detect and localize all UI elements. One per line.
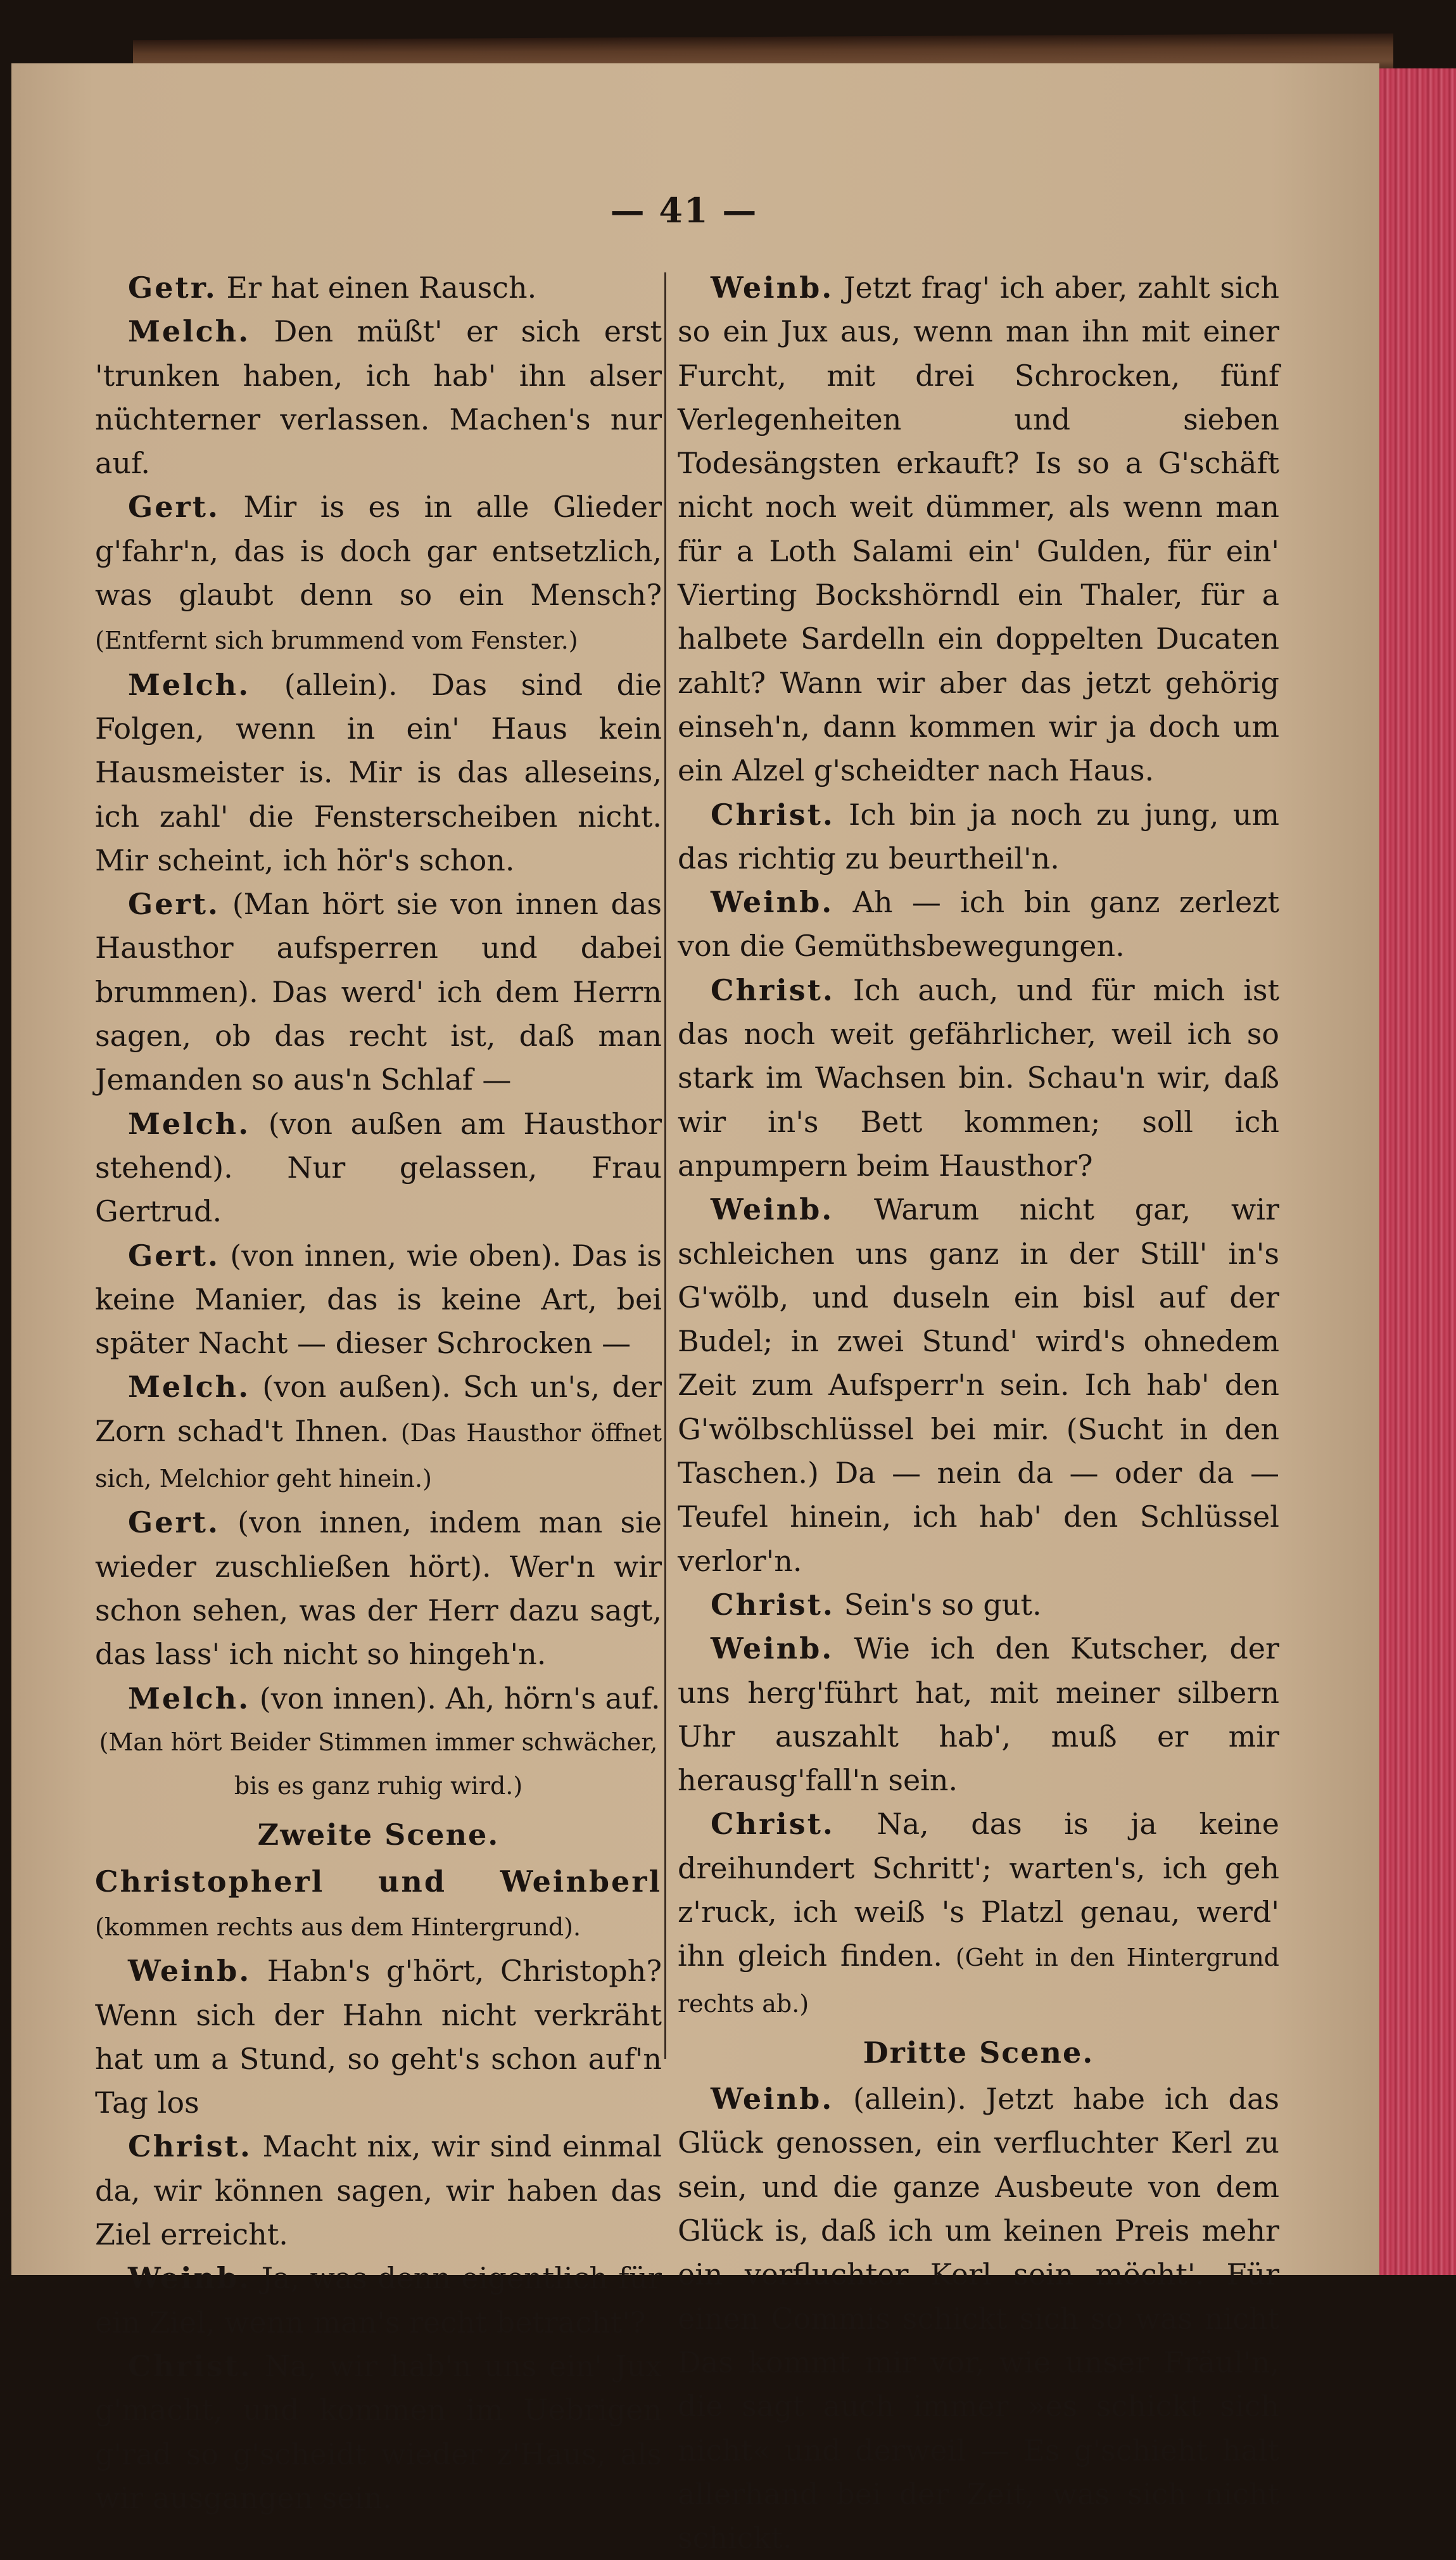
speaker-name: Christ.: [711, 1587, 835, 1622]
dialogue-text: Na, wir hab'n uns ein' Jux g'macht, und kommen im Uebrigen g'rad so g'scheidt wieder z'Haus, als wir ausgangen sein.: [95, 2348, 662, 2515]
dialogue-line: [678, 969, 1279, 1188]
dialogue-line: [678, 266, 1279, 793]
dialogue-text: Sein's so gut.: [844, 1587, 1042, 1622]
dialogue-line: [95, 882, 662, 1102]
dialogue-line: [678, 1627, 1279, 1802]
dialogue-line: [95, 2345, 662, 2520]
speaker-name: Christ.: [128, 2129, 252, 2164]
speaker-name: Christ.: [711, 1807, 835, 1842]
dialogue-text: (von innen). Ah, hörn's auf.: [259, 1681, 661, 1716]
dialogue-line: [95, 1949, 662, 2125]
dialogue-line: [95, 1102, 662, 1234]
speaker-name: Weinb.: [711, 2082, 834, 2117]
dialogue-text: Ich bin ja noch zu jung, um das richtig zu beurtheil'n.: [678, 797, 1279, 876]
scene-heading: Zweite Scene.: [257, 1818, 500, 1852]
cast-names: Christopherl und Weinberl: [95, 1864, 662, 1899]
dialogue-line: [95, 1501, 662, 1676]
dialogue-text: (von außen). Sch un's, der Zorn schad't Ihnen.: [95, 1370, 662, 1448]
cast-line: [95, 1860, 662, 1950]
stage-direction: (Entfernt sich brummend vom Fenster.): [95, 627, 578, 655]
left-column: [95, 266, 662, 2520]
dialogue-text: Den müßt' er sich erst 'trunken haben, ich hab' ihn alser nüchterner verlassen. Machen's nur auf.: [95, 314, 662, 481]
speaker-name: Gert.: [128, 887, 220, 922]
dialogue-text: (allein). Das sind die Folgen, wenn in ein' Haus kein Hausmeister is. Mir is das alleseins, ich zahl' die Fensterscheiben nicht. Mir scheint, ich hör's schon.: [95, 667, 662, 877]
column-divider: [664, 272, 666, 2059]
dialogue-text: (von außen am Hausthor stehend). Nur gelassen, Frau Gertrud.: [95, 1106, 662, 1229]
speaker-name: Melch.: [128, 314, 251, 349]
dialogue-text: Ich auch, und für mich ist das noch weit gefährlicher, weil ich so stark im Wachsen bin. Schau'n wir, daß wir in's Bett kommen; soll ich anpumpern beim Hausthor?: [678, 972, 1280, 1183]
dialogue-line: [678, 1583, 1279, 1627]
dialogue-line: [95, 1234, 662, 1366]
speaker-name: Christ.: [711, 797, 835, 832]
dialogue-line: [95, 1677, 662, 1721]
dialogue-line: [95, 2257, 662, 2345]
dialogue-line: [678, 793, 1279, 881]
dialogue-text: (Man hört sie von innen das Hausthor aufsperren und dabei brummen). Das werd' ich dem Herrn sagen, ob das recht ist, daß man Jemanden so aus'n Schlaf —: [95, 887, 662, 1097]
speaker-name: Melch.: [128, 1681, 251, 1716]
scene-heading: Dritte Scene.: [863, 2035, 1094, 2070]
speaker-name: Christ.: [711, 972, 835, 1007]
right-column: [678, 266, 1279, 2560]
speaker-name: Getr.: [128, 271, 217, 305]
dialogue-line: [678, 881, 1279, 969]
dialogue-text: Ja, was denn eigentlich für ein Ziel, wenn man's recht betracht'?: [95, 2261, 662, 2340]
page-number: — 41 —: [610, 190, 758, 231]
dialogue-text: Na, das is ja keine dreihundert Schritt'; warten's, ich geh z'ruck, ich weiß 's Platzl genau, werd' ihn gleich finden.: [678, 1807, 1279, 1973]
dialogue-line: [678, 1188, 1279, 1583]
speaker-name: Melch.: [128, 1370, 251, 1404]
speaker-name: Weinb.: [128, 2261, 251, 2296]
speaker-name: Gert.: [128, 1505, 220, 1540]
dialogue-text: (allein). Jetzt habe ich das Glück genossen, ein verfluchter Kerl zu sein, und die ganze Ausbeute von dem Glück is, daß ich um keinen Preis mehr ein verfluchter Kerl sein möcht'. Für einen Commis schickt sich so was nicht Das kommt mir vor, wie unser Fräul'n, die sagt auch immer »es schickt sich nicht« und derweil — Es g'schieht halt allerhand bei der Zeit, was sich nicht schickt.: [678, 2082, 1279, 2556]
dialogue-line: [95, 266, 662, 310]
speaker-name: Gert.: [128, 490, 220, 525]
dialogue-line: [95, 663, 662, 882]
cast-direction: (kommen rechts aus dem Hintergrund).: [95, 1913, 581, 1941]
stage-direction: (Das Hausthor öffnet sich, Melchior geht hinein.): [95, 1418, 662, 1493]
speaker-name: Weinb.: [711, 1192, 834, 1227]
dialogue-line: [678, 2077, 1279, 2560]
dialogue-text: Er hat einen Rausch.: [226, 271, 537, 305]
speaker-name: Weinb.: [711, 885, 834, 920]
stage-direction: (Man hört Beider Stimmen immer schwächer, bis es ganz ruhig wird.): [99, 1728, 658, 1800]
dialogue-line: [678, 1802, 1279, 2025]
speaker-name: Weinb.: [711, 1631, 834, 1666]
dialogue-text: Habn's g'hört, Christoph? Wenn sich der Hahn nicht verkräht hat um a Stund, so geht's schon auf'n Tag los: [95, 1954, 662, 2120]
dialogue-text: (von innen, wie oben). Das is keine Manier, das is keine Art, bei später Nacht — dieser Schrocken —: [95, 1238, 662, 1361]
dialogue-text: Macht nix, wir sind einmal da, wir können sagen, wir haben das Ziel erreicht.: [95, 2129, 662, 2252]
dialogue-text: Wie ich den Kutscher, der uns herg'führt hat, mit meiner silbern Uhr auszahlt hab', muß er mir herausg'fall'n sein.: [678, 1631, 1279, 1798]
red-page-edge: [1379, 68, 1456, 2275]
speaker-name: Christ.: [128, 2348, 252, 2383]
dialogue-text: Mir is es in alle Glieder g'fahr'n, das is doch gar entsetzlich, was glaubt denn so ein Mensch?: [95, 490, 662, 613]
dialogue-line: [95, 1365, 662, 1501]
dialogue-text: (von innen, indem man sie wieder zuschließen hört). Wer'n wir schon sehen, was der Herr dazu sagt, das lass' ich nicht so hingeh'n.: [95, 1505, 662, 1672]
dialogue-text: Warum nicht gar, wir schleichen uns ganz in der Still' in's G'wölb, und duseln ein bisl auf der Budel; in zwei Stund' wird's ohnedem Zeit zum Aufsperr'n sein. Ich hab' den G'wölbschlüssel bei mir. (Sucht in den Taschen.) Da — nein da — oder da — Teufel hinein, ich hab' den Schlüssel verlor'n.: [678, 1192, 1279, 1578]
stage-direction: (Geht in den Hintergrund rechts ab.): [678, 1944, 1279, 2018]
dialogue-line: [95, 310, 662, 485]
speaker-name: Weinb.: [128, 1954, 251, 1989]
speaker-name: Melch.: [128, 1106, 251, 1141]
speaker-name: Gert.: [128, 1238, 220, 1273]
speaker-name: Melch.: [128, 667, 251, 702]
speaker-name: Weinb.: [711, 271, 834, 305]
dialogue-line: [95, 2125, 662, 2257]
dialogue-text: Ah — ich bin ganz zerlezt von die Gemüthsbewegungen.: [678, 885, 1279, 964]
dialogue-text: Jetzt frag' ich aber, zahlt sich so ein Jux aus, wenn man ihn mit einer Furcht, mit drei Schrocken, fünf Verlegenheiten und sieben Todesängsten erkauft? Is so a G'schäft nicht noch weit dümmer, als wenn man für a Loth Salami ein' Gulden, für ein' Vierting Bockshörndl ein Thaler, für a halbete Sardelln ein doppelten Ducaten zahlt? Wann wir aber das jetzt gehörig einseh'n, dann kommen wir ja doch um ein Alzel g'scheidter nach Haus.: [678, 271, 1280, 788]
dialogue-line: [95, 485, 662, 663]
